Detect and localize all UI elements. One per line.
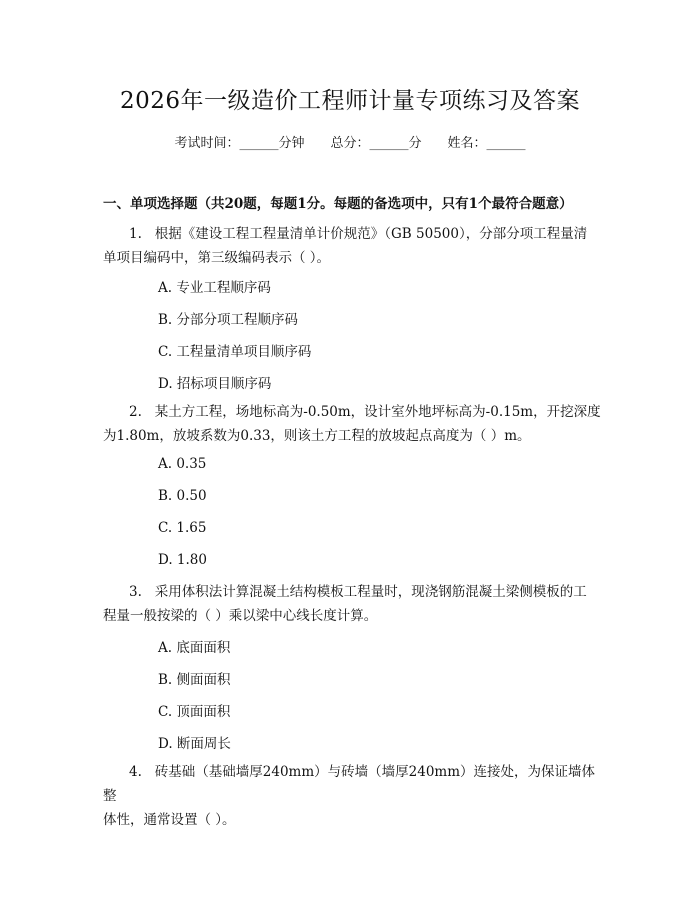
page-title: 2026年一级造价工程师计量专项练习及答案 bbox=[119, 88, 581, 114]
question-number: 1. bbox=[129, 226, 142, 242]
question-1 bbox=[103, 222, 601, 270]
question-text-line1: 某土方工程，场地标高为-0.50m，设计室外地坪标高为-0.15m，开挖深度 bbox=[154, 404, 601, 420]
option-b: B. 0.50 bbox=[158, 488, 207, 504]
question-number: 2. bbox=[129, 404, 142, 420]
option-c: C. 1.65 bbox=[158, 520, 207, 536]
question-2 bbox=[103, 400, 601, 448]
option-a: A. 底面面积 bbox=[158, 640, 231, 656]
question-4 bbox=[103, 760, 601, 832]
exam-meta bbox=[0, 132, 700, 151]
question-text-line1: 根据《建设工程工程量清单计价规范》（GB 50500），分部分项工程量清 bbox=[154, 226, 588, 242]
option-c: C. 工程量清单项目顺序码 bbox=[158, 344, 312, 360]
question-text-line2: 为1.80m，放坡系数为0.33，则该土方工程的放坡起点高度为（ ）m。 bbox=[103, 428, 531, 444]
option-c: C. 顶面面积 bbox=[158, 704, 231, 720]
question-text-line2: 程量一般按梁的（ ）乘以梁中心线长度计算。 bbox=[103, 608, 378, 624]
option-d: D. 断面周长 bbox=[158, 736, 231, 752]
option-b: B. 侧面面积 bbox=[158, 672, 231, 688]
question-number: 3. bbox=[129, 584, 142, 600]
question-text-line1: 采用体积法计算混凝土结构模板工程量时，现浇钢筋混凝土梁侧模板的工 bbox=[154, 584, 587, 600]
question-number: 4. bbox=[129, 764, 142, 780]
exam-time-field: 考试时间：______分钟 bbox=[174, 136, 305, 151]
name-field: 姓名：______ bbox=[447, 136, 526, 151]
question-text-line1: 砖基础（基础墙厚240mm）与砖墙（墙厚240mm）连接处，为保证墙体整 bbox=[103, 764, 596, 804]
option-d: D. 招标项目顺序码 bbox=[158, 376, 272, 392]
total-score-field: 总分：______分 bbox=[330, 136, 422, 151]
question-3 bbox=[103, 580, 601, 628]
question-text-line2: 体性，通常设置（ ）。 bbox=[103, 812, 236, 828]
option-b: B. 分部分项工程顺序码 bbox=[158, 312, 299, 328]
question-text-line2: 单项目编码中，第三级编码表示（ ）。 bbox=[103, 250, 331, 266]
section-heading: 一、单项选择题（共20题，每题1分。每题的备选项中，只有1个最符合题意） bbox=[103, 196, 573, 212]
option-d: D. 1.80 bbox=[158, 552, 207, 568]
option-a: A. 0.35 bbox=[158, 456, 207, 472]
option-a: A. 专业工程顺序码 bbox=[158, 280, 271, 296]
